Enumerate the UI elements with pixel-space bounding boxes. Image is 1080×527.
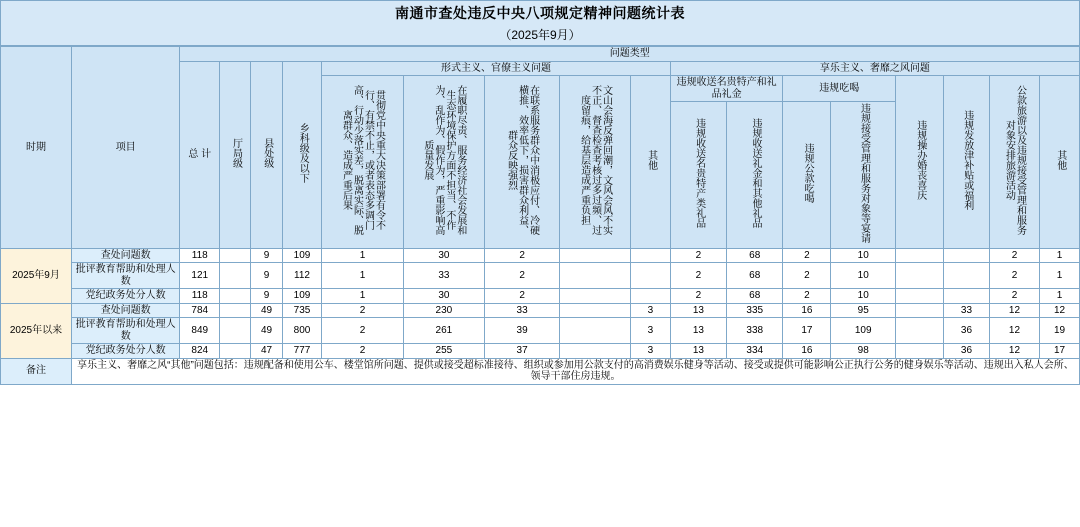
header-period: 时期: [1, 47, 72, 249]
value-cell: 2: [670, 248, 726, 263]
value-cell: 36: [944, 344, 990, 359]
value-cell: 10: [831, 289, 896, 304]
value-cell: 2: [989, 289, 1039, 304]
value-cell: [560, 263, 631, 289]
value-cell: [631, 289, 671, 304]
value-cell: 17: [1040, 344, 1080, 359]
value-cell: [220, 263, 251, 289]
value-cell: 1: [322, 263, 403, 289]
value-cell: [631, 248, 671, 263]
period-cell: 2025年9月: [1, 248, 72, 303]
value-cell: 2: [989, 248, 1039, 263]
header-eat: 违规吃喝: [783, 76, 896, 102]
value-cell: [896, 248, 944, 263]
value-cell: 334: [727, 344, 783, 359]
value-cell: 10: [831, 263, 896, 289]
value-cell: 95: [831, 303, 896, 318]
value-cell: 13: [670, 303, 726, 318]
value-cell: [220, 289, 251, 304]
value-cell: 1: [1040, 248, 1080, 263]
value-cell: 17: [783, 318, 831, 344]
table-row: [1, 263, 1080, 289]
header-problem-type: 问题类型: [180, 47, 1080, 62]
header-formalism-3: 在联系服务群众中消极应付、冷硬横推、效率低下，损害群众利益、群众反映强烈: [485, 76, 560, 249]
value-cell: 261: [403, 318, 484, 344]
value-cell: 9: [251, 289, 282, 304]
value-cell: [560, 289, 631, 304]
value-cell: 109: [282, 248, 322, 263]
header-eat-2: 违规接受管理和服务对象等宴请: [831, 102, 896, 249]
header-gift-1: 违规收送名贵特产类礼品: [670, 102, 726, 249]
header-formalism-4: 文山会海反弹回潮，文风会风不实不正、督查检查考核过多过频、过度留痕，给基层造成严重负担: [560, 76, 631, 249]
value-cell: 2: [783, 248, 831, 263]
header-hedonism: 享乐主义、奢靡之风问题: [670, 61, 1079, 76]
item-label-cell: 查处问题数: [71, 303, 180, 318]
value-cell: 2: [670, 263, 726, 289]
header-eat-1: 违规公款吃喝: [783, 102, 831, 249]
total-value-cell: 784: [180, 303, 220, 318]
value-cell: 9: [251, 263, 282, 289]
item-label-cell: 批评教育帮助和处理人数: [71, 318, 180, 344]
value-cell: 16: [783, 344, 831, 359]
header-gift: 违规收送名贵特产和礼品礼金: [670, 76, 783, 102]
value-cell: 33: [485, 303, 560, 318]
header-total: 总 计: [180, 61, 220, 248]
value-cell: 68: [727, 263, 783, 289]
value-cell: 2: [783, 263, 831, 289]
value-cell: 36: [944, 318, 990, 344]
value-cell: 68: [727, 289, 783, 304]
value-cell: [220, 318, 251, 344]
total-value-cell: 118: [180, 289, 220, 304]
value-cell: 47: [251, 344, 282, 359]
value-cell: 109: [831, 318, 896, 344]
value-cell: 109: [282, 289, 322, 304]
value-cell: 37: [485, 344, 560, 359]
value-cell: 230: [403, 303, 484, 318]
value-cell: [220, 344, 251, 359]
value-cell: 2: [485, 263, 560, 289]
header-formalism-2: 在履职尽责、服务经济社会发展和生态环境保护方面不担当、不作为、乱作为、假作为，严重影响高质量发展: [403, 76, 484, 249]
value-cell: 9: [251, 248, 282, 263]
value-cell: 1: [322, 289, 403, 304]
value-cell: [896, 344, 944, 359]
remark-row: [1, 358, 1080, 384]
value-cell: 3: [631, 344, 671, 359]
value-cell: 12: [989, 318, 1039, 344]
sheet-subtitle-bar: [0, 24, 1080, 46]
header-formalism: 形式主义、官僚主义问题: [322, 61, 670, 76]
page-title: 南通市查处违反中央八项规定精神问题统计表: [395, 4, 685, 21]
value-cell: [560, 318, 631, 344]
value-cell: 2: [485, 248, 560, 263]
value-cell: [896, 263, 944, 289]
value-cell: [896, 318, 944, 344]
value-cell: 12: [989, 303, 1039, 318]
header-xiang-ke: 乡科级及以下: [282, 61, 322, 248]
value-cell: 30: [403, 248, 484, 263]
value-cell: 3: [631, 303, 671, 318]
value-cell: 33: [944, 303, 990, 318]
value-cell: 800: [282, 318, 322, 344]
value-cell: 335: [727, 303, 783, 318]
total-value-cell: 121: [180, 263, 220, 289]
header-wedding: 违规操办婚丧喜庆: [896, 76, 944, 249]
table-row: [1, 248, 1080, 263]
value-cell: 12: [989, 344, 1039, 359]
value-cell: 39: [485, 318, 560, 344]
page-subtitle: （2025年9月）: [499, 28, 581, 42]
value-cell: 2: [322, 344, 403, 359]
value-cell: [944, 248, 990, 263]
statistics-table: [0, 46, 1080, 385]
item-label-cell: 查处问题数: [71, 248, 180, 263]
value-cell: 13: [670, 318, 726, 344]
sheet-title-bar: [0, 0, 1080, 24]
total-value-cell: 824: [180, 344, 220, 359]
value-cell: 1: [1040, 289, 1080, 304]
value-cell: [896, 303, 944, 318]
value-cell: [220, 303, 251, 318]
header-travel: 公款旅游以及违规接受管理和服务对象安排旅游活动: [989, 76, 1039, 249]
value-cell: 1: [1040, 263, 1080, 289]
total-value-cell: 118: [180, 248, 220, 263]
value-cell: [944, 263, 990, 289]
header-hedonism-other: 其他: [1040, 76, 1080, 249]
value-cell: [560, 344, 631, 359]
value-cell: 19: [1040, 318, 1080, 344]
header-formalism-other: 其他: [631, 76, 671, 249]
remark-label: 备注: [1, 358, 72, 384]
value-cell: [560, 303, 631, 318]
value-cell: [220, 248, 251, 263]
table-body: [1, 248, 1080, 384]
table-row: [1, 344, 1080, 359]
item-label-cell: 党纪政务处分人数: [71, 289, 180, 304]
header-gift-2: 违规收送礼金和其他礼品: [727, 102, 783, 249]
value-cell: 10: [831, 248, 896, 263]
value-cell: [560, 248, 631, 263]
value-cell: 2: [322, 303, 403, 318]
value-cell: 735: [282, 303, 322, 318]
value-cell: 16: [783, 303, 831, 318]
value-cell: 255: [403, 344, 484, 359]
value-cell: 13: [670, 344, 726, 359]
value-cell: 338: [727, 318, 783, 344]
item-label-cell: 批评教育帮助和处理人数: [71, 263, 180, 289]
table-row: [1, 289, 1080, 304]
value-cell: 1: [322, 248, 403, 263]
header-subsidy: 违规发放津补贴或福利: [944, 76, 990, 249]
header-xian-chu: 县处级: [251, 61, 282, 248]
value-cell: 777: [282, 344, 322, 359]
header-formalism-1: 贯彻党中央重大决策部署有令不行、有禁不止，或者表态多调门高、行动少落实差，脱离实际、脱离群众、造成严重后果: [322, 76, 403, 249]
period-cell: 2025年以来: [1, 303, 72, 358]
value-cell: [896, 289, 944, 304]
value-cell: 112: [282, 263, 322, 289]
value-cell: 2: [989, 263, 1039, 289]
item-label-cell: 党纪政务处分人数: [71, 344, 180, 359]
value-cell: 68: [727, 248, 783, 263]
value-cell: 49: [251, 303, 282, 318]
remark-text: 享乐主义、奢靡之风“其他”问题包括：违规配备和使用公车、楼堂馆所问题、提供或接受超标准接待、组织或参加用公款支付的高消费娱乐健身等活动、接受或提供可能影响公正执行公务的健身娱乐等活动、违规出入私人会所、领导干部住房违规。: [71, 358, 1079, 384]
table-row: [1, 318, 1080, 344]
total-value-cell: 849: [180, 318, 220, 344]
header-ting-ju: 厅局级: [220, 61, 251, 248]
value-cell: 2: [322, 318, 403, 344]
table-row: [1, 303, 1080, 318]
value-cell: 3: [631, 318, 671, 344]
value-cell: 12: [1040, 303, 1080, 318]
value-cell: 30: [403, 289, 484, 304]
value-cell: 98: [831, 344, 896, 359]
value-cell: 2: [670, 289, 726, 304]
value-cell: 2: [783, 289, 831, 304]
value-cell: [944, 289, 990, 304]
value-cell: 2: [485, 289, 560, 304]
header-item: 项目: [71, 47, 180, 249]
value-cell: 33: [403, 263, 484, 289]
value-cell: [631, 263, 671, 289]
value-cell: 49: [251, 318, 282, 344]
